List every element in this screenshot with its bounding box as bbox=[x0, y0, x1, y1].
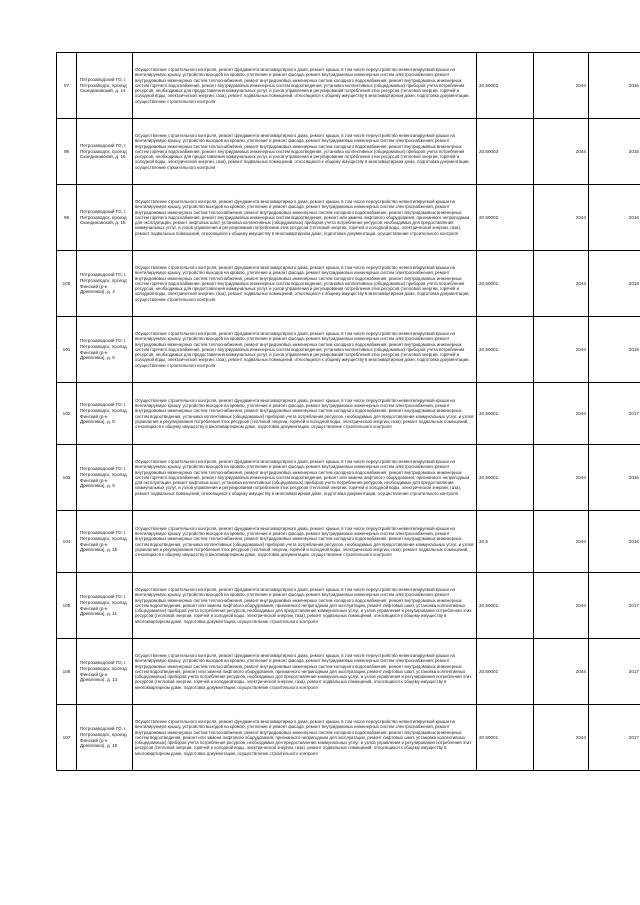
year-end-cell: 2044 bbox=[534, 383, 589, 445]
table-row bbox=[57, 317, 640, 383]
year-start-cell: 2015 bbox=[589, 119, 640, 185]
works-description-cell: Осуществление строительного контроля, ремонт фундамента многоквартирного дома, ремонт крыши, в том числе переустройство невентилируемой крыши на вентилируемую крышу, устройство выходов на кровлю, утепление и ремонт фасада, ремонт внутридомовых инженерных систем электроснабжения, ремонт внутридомовых инженерных систем теплоснабжения, ремонт внутридомовых инженерных систем холодного водоснабжения, ремонт внутридомовых инженерных систем горячего водоснабжения, ремонт внутридомовых инженерных систем водоотведения, ремонт или замена лифтового оборудования, признанного непригодным для эксплуатации, ремонт лифтовых шахт, установка коллективных (общедомовых) приборов учета потребления ресурсов, необходимых для предоставления коммунальных услуг, и узлов управления и регулирования потребления этих ресурсов (тепловой энергии, горячей и холодной воды, электрической энергии, газа), ремонт подвальных помещений, относящихся к общему имуществу в многоквартирном доме, подготовка документации, осуществление строительного контроля bbox=[133, 445, 477, 511]
address-cell: Петрозаводский ГО, г. Петрозаводск, проезд Финский (р-н Древлянка), д. 6 bbox=[77, 317, 133, 383]
table-row bbox=[57, 511, 640, 573]
address-cell: Петрозаводский ГО, г. Петрозаводск, проезд Финский (р-н Древлянка), д. 15 bbox=[77, 705, 133, 771]
table-row bbox=[57, 445, 640, 511]
value-cell: 20.50001 bbox=[477, 705, 534, 771]
table-row bbox=[57, 53, 640, 119]
address-cell: Петрозаводский ГО, г. Петрозаводск, проезд Финский (р-н Древлянка), д. 8 bbox=[77, 383, 133, 445]
works-description-cell: Осуществление строительного контроля, ремонт фундамента многоквартирного дома, ремонт крыши, в том числе переустройство невентилируемой крыши на вентилируемую крышу, устройство выходов на кровлю, утепление и ремонт фасада, ремонт внутридомовых инженерных систем электроснабжения, ремонт внутридомовых инженерных систем теплоснабжения, ремонт внутридомовых инженерных систем холодного водоснабжения, ремонт внутридомовых инженерных систем горячего водоснабжения, ремонт внутридомовых инженерных систем водоотведения, установка коллективных (общедомовых) приборов учета потребления ресурсов, необходимых для предоставления коммунальных услуг, и узлов управления и регулирования потребления этих ресурсов (тепловой энергии, горячей и холодной воды, электрической энергии, газа), ремонт подвальных помещений, относящихся к общему имуществу в многоквартирном доме, подготовка документации, осуществление строительного контроля bbox=[133, 317, 477, 383]
value-cell: 20.50001 bbox=[477, 317, 534, 383]
works-description-cell: Осуществление строительного контроля, ремонт фундамента многоквартирного дома, ремонт крыши, в том числе переустройство невентилируемой крыши на вентилируемую крышу, устройство выходов на кровлю, утепление и ремонт фасада, ремонт внутридомовых инженерных систем электроснабжения, ремонт внутридомовых инженерных систем теплоснабжения, ремонт внутридомовых инженерных систем холодного водоснабжения, ремонт внутридомовых инженерных систем водоотведения, установка коллективных (общедомовых) приборов учета потребления ресурсов, необходимых для предоставления коммунальных услуг, и узлов управления и регулирования потребления этих ресурсов (тепловой энергии, горячей и холодной воды, электрической энергии, газа), ремонт подвальных помещений, относящихся к общему имуществу в многоквартирном доме, подготовка документации, осуществление строительного контроля bbox=[133, 383, 477, 445]
year-end-cell: 2044 bbox=[534, 185, 589, 251]
value-cell: 20.50003 bbox=[477, 119, 534, 185]
works-description-cell: Осуществление строительного контроля, ремонт фундамента многоквартирного дома, ремонт крыши, в том числе переустройство невентилируемой крыши на вентилируемую крышу, устройство выходов на кровлю, утепление и ремонт фасада, ремонт внутридомовых инженерных систем электроснабжения, ремонт внутридомовых инженерных систем теплоснабжения, ремонт внутридомовых инженерных систем холодного водоснабжения, ремонт внутридомовых инженерных систем водоотведения, ремонт или замена лифтового оборудования, признанного непригодным для эксплуатации, ремонт лифтовых шахт, установка коллективных (общедомовых) приборов учета потребления ресурсов, необходимых для предоставления коммунальных услуг, и узлов управления и регулирования потребления этих ресурсов (тепловой энергии, горячей и холодной воды, электрической энергии, газа), ремонт подвальных помещений, относящихся к общему имуществу в многоквартирном доме, подготовка документации, осуществление строительного контроля bbox=[133, 639, 477, 705]
works-description-cell: Осуществление строительного контроля, ремонт фундамента многоквартирного дома, ремонт крыши, в том числе переустройство невентилируемой крыши на вентилируемую крышу, устройство выходов на кровлю, утепление и ремонт фасада, ремонт внутридомовых инженерных систем электроснабжения, ремонт внутридомовых инженерных систем теплоснабжения, ремонт внутридомовых инженерных систем холодного водоснабжения, ремонт внутридомовых инженерных систем водоотведения, ремонт или замена лифтового оборудования, признанного непригодным для эксплуатации, ремонт лифтовых шахт, установка коллективных (общедомовых) приборов учета потребления ресурсов, необходимых для предоставления коммунальных услуг, и узлов управления и регулирования потребления этих ресурсов (тепловой энергии, горячей и холодной воды, электрической энергии, газа), ремонт подвальных помещений, относящихся к общему имуществу в многоквартирном доме, подготовка документации, осуществление строительного контроля bbox=[133, 705, 477, 771]
table-row bbox=[57, 639, 640, 705]
address-cell: Петрозаводский ГО, г. Петрозаводск, проезд Скандинавский, д. 18 bbox=[77, 185, 133, 251]
table-body bbox=[57, 53, 640, 771]
works-description-cell: Осуществление строительного контроля, ремонт фундамента многоквартирного дома, ремонт крыши, в том числе переустройство невентилируемой крыши на вентилируемую крышу, устройство выходов на кровлю, утепление и ремонт фасада, ремонт внутридомовых инженерных систем электроснабжения, ремонт внутридомовых инженерных систем теплоснабжения, ремонт внутридомовых инженерных систем холодного водоснабжения, ремонт внутридомовых инженерных систем горячего водоснабжения, ремонт внутридомовых инженерных систем водоотведения, установка коллективных (общедомовых) приборов учета потребления ресурсов, необходимых для предоставления коммунальных услуг, и узлов управления и регулирования потребления этих ресурсов (тепловой энергии, горячей и холодной воды, электрической энергии, газа), ремонт подвальных помещений, относящихся к общему имуществу в многоквартирном доме, подготовка документации, осуществление строительного контроля bbox=[133, 119, 477, 185]
row-number: 106 bbox=[57, 639, 77, 705]
works-description-cell: Осуществление строительного контроля, ремонт фундамента многоквартирного дома, ремонт крыши, в том числе переустройство невентилируемой крыши на вентилируемую крышу, устройство выходов на кровлю, утепление и ремонт фасада, ремонт внутридомовых инженерных систем электроснабжения, ремонт внутридомовых инженерных систем теплоснабжения, ремонт внутридомовых инженерных систем холодного водоснабжения, ремонт внутридомовых инженерных систем горячего водоснабжения, ремонт внутридомовых инженерных систем водоотведения, установка коллективных (общедомовых) приборов учета потребления ресурсов, необходимых для предоставления коммунальных услуг, и узлов управления и регулирования потребления этих ресурсов (тепловой энергии, горячей и холодной воды, электрической энергии, газа), ремонт подвальных помещений, относящихся к общему имуществу в многоквартирном доме, подготовка документации, осуществление строительного контроля bbox=[133, 251, 477, 317]
year-end-cell: 2044 bbox=[534, 705, 589, 771]
value-cell: 20.50002 bbox=[477, 185, 534, 251]
repair-program-table bbox=[56, 52, 640, 771]
address-cell: Петрозаводский ГО, г. Петрозаводск, проезд Финский (р-н Древлянка), д. 4 bbox=[77, 251, 133, 317]
table-row bbox=[57, 251, 640, 317]
address-cell: Петрозаводский ГО, г. Петрозаводск, проезд Финский (р-н Древлянка), д. 10 bbox=[77, 511, 133, 573]
value-cell: 20.50001 bbox=[477, 445, 534, 511]
table-row bbox=[57, 573, 640, 639]
row-number: 101 bbox=[57, 317, 77, 383]
works-description-cell: Осуществление строительного контроля, ремонт фундамента многоквартирного дома, ремонт крыши, в том числе переустройство невентилируемой крыши на вентилируемую крышу, устройство выходов на кровлю, утепление и ремонт фасада, ремонт внутридомовых инженерных систем электроснабжения, ремонт внутридомовых инженерных систем теплоснабжения, ремонт внутридомовых инженерных систем холодного водоснабжения, ремонт внутридомовых инженерных систем водоотведения, установка коллективных (общедомовых) приборов учета потребления ресурсов, необходимых для предоставления коммунальных услуг, и узлов управления и регулирования потребления этих ресурсов (тепловой энергии, горячей и холодной воды, электрической энергии, газа), ремонт подвальных помещений, относящихся к общему имуществу в многоквартирном доме, подготовка документации, осуществление строительного контроля bbox=[133, 511, 477, 573]
table-row bbox=[57, 383, 640, 445]
row-number: 105 bbox=[57, 573, 77, 639]
year-end-cell: 2044 bbox=[534, 53, 589, 119]
row-number: 100 bbox=[57, 251, 77, 317]
value-cell: 20.50001 bbox=[477, 383, 534, 445]
table-row bbox=[57, 705, 640, 771]
row-number: 102 bbox=[57, 383, 77, 445]
works-description-cell: Осуществление строительного контроля, ремонт фундамента многоквартирного дома, ремонт крыши, в том числе переустройство невентилируемой крыши на вентилируемую крышу, устройство выходов на кровлю, утепление и ремонт фасада, ремонт внутридомовых инженерных систем электроснабжения, ремонт внутридомовых инженерных систем теплоснабжения, ремонт внутридомовых инженерных систем холодного водоснабжения, ремонт внутридомовых инженерных систем горячего водоснабжения, ремонт внутридомовых инженерных систем водоотведения, ремонт или замена лифтового оборудования, признанного непригодным для эксплуатации, ремонт лифтовых шахт, установка коллективных (общедомовых) приборов учета потребления ресурсов, необходимых для предоставления коммунальных услуг, и узлов управления и регулирования потребления этих ресурсов (тепловой энергии, горячей и холодной воды, электрической энергии, газа), ремонт подвальных помещений, относящихся к общему имуществу в многоквартирном доме, подготовка документации, осуществление строительного контроля bbox=[133, 185, 477, 251]
row-number: 103 bbox=[57, 445, 77, 511]
row-number: 104 bbox=[57, 511, 77, 573]
year-start-cell: 2016 bbox=[589, 185, 640, 251]
table-row bbox=[57, 119, 640, 185]
year-start-cell: 2017 bbox=[589, 383, 640, 445]
year-start-cell: 2017 bbox=[589, 705, 640, 771]
year-start-cell: 2017 bbox=[589, 573, 640, 639]
year-start-cell: 2017 bbox=[589, 639, 640, 705]
year-start-cell: 2016 bbox=[589, 511, 640, 573]
year-start-cell: 2018 bbox=[589, 251, 640, 317]
year-start-cell: 2018 bbox=[589, 317, 640, 383]
year-end-cell: 2044 bbox=[534, 573, 589, 639]
value-cell: 20.50001 bbox=[477, 251, 534, 317]
address-cell: Петрозаводский ГО, г. Петрозаводск, проезд Финский (р-н Древлянка), д. 11 bbox=[77, 573, 133, 639]
year-end-cell: 2044 bbox=[534, 639, 589, 705]
address-cell: Петрозаводский ГО, г. Петрозаводск, проезд Финский (р-н Древлянка), д. 13 bbox=[77, 639, 133, 705]
works-description-cell: Осуществление строительного контроля, ремонт фундамента многоквартирного дома, ремонт крыши, в том числе переустройство невентилируемой крыши на вентилируемую крышу, устройство выходов на кровлю, утепление и ремонт фасада, ремонт внутридомовых инженерных систем электроснабжения, ремонт внутридомовых инженерных систем теплоснабжения, ремонт внутридомовых инженерных систем холодного водоснабжения, ремонт внутридомовых инженерных систем горячего водоснабжения, ремонт внутридомовых инженерных систем водоотведения, установка коллективных (общедомовых) приборов учета потребления ресурсов, необходимых для предоставления коммунальных услуг, и узлов управления и регулирования потребления этих ресурсов (тепловой энергии, горячей и холодной воды, электрической энергии, газа), ремонт подвальных помещений, относящихся к общему имуществу в многоквартирном доме, подготовка документации, осуществление строительного контроля bbox=[133, 53, 477, 119]
row-number: 107 bbox=[57, 705, 77, 771]
value-cell: 20.50001 bbox=[477, 573, 534, 639]
year-start-cell: 2015 bbox=[589, 445, 640, 511]
address-cell: Петрозаводский ГО, г. Петрозаводск, проезд Скандинавский, д. 16 bbox=[77, 119, 133, 185]
value-cell: 20.50001 bbox=[477, 639, 534, 705]
year-end-cell: 2044 bbox=[534, 251, 589, 317]
row-number: 99 bbox=[57, 185, 77, 251]
year-end-cell: 2044 bbox=[534, 511, 589, 573]
value-cell: 20.5 bbox=[477, 511, 534, 573]
value-cell: 20.50003 bbox=[477, 53, 534, 119]
table-row bbox=[57, 185, 640, 251]
address-cell: Петрозаводский ГО, г. Петрозаводск, проезд Финский (р-н Древлянка), д. 9 bbox=[77, 445, 133, 511]
row-number: 97 bbox=[57, 53, 77, 119]
year-end-cell: 2044 bbox=[534, 445, 589, 511]
year-end-cell: 2044 bbox=[534, 119, 589, 185]
address-cell: Петрозаводский ГО, г. Петрозаводск, проезд Скандинавский, д. 14 bbox=[77, 53, 133, 119]
row-number: 98 bbox=[57, 119, 77, 185]
year-end-cell: 2044 bbox=[534, 317, 589, 383]
works-description-cell: Осуществление строительного контроля, ремонт фундамента многоквартирного дома, ремонт крыши, в том числе переустройство невентилируемой крыши на вентилируемую крышу, устройство выходов на кровлю, утепление и ремонт фасада, ремонт внутридомовых инженерных систем электроснабжения, ремонт внутридомовых инженерных систем теплоснабжения, ремонт внутридомовых инженерных систем холодного водоснабжения, ремонт внутридомовых инженерных систем водоотведения, ремонт или замена лифтового оборудования, признанного непригодным для эксплуатации, ремонт лифтовых шахт, установка коллективных (общедомовых) приборов учета потребления ресурсов, необходимых для предоставления коммунальных услуг, и узлов управления и регулирования потребления этих ресурсов (тепловой энергии, горячей и холодной воды, электрической энергии, газа), ремонт подвальных помещений, относящихся к общему имуществу в многоквартирном доме, подготовка документации, осуществление строительного контроля bbox=[133, 573, 477, 639]
year-start-cell: 2015 bbox=[589, 53, 640, 119]
